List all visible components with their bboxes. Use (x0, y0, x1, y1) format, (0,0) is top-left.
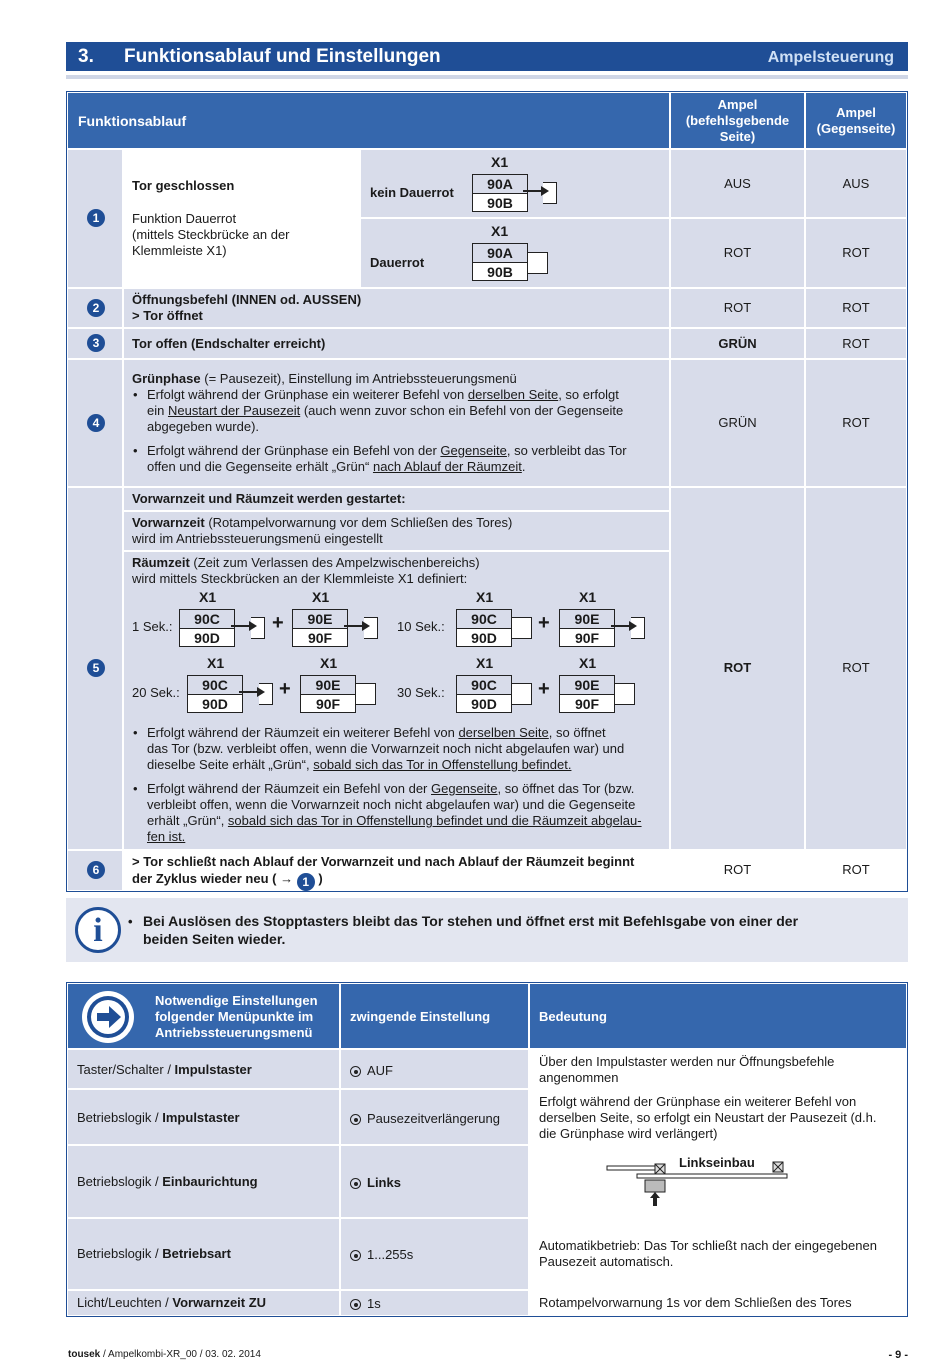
jumper-setting-label: 10 Sek.: (397, 619, 445, 634)
bullet-icon: • (133, 725, 138, 740)
ampel-state: ROT (842, 336, 870, 351)
footer-doc-info (68, 1349, 261, 1360)
bullet-line (147, 387, 619, 403)
jumper-bridge-icon (543, 182, 557, 204)
text: Betriebslogik / (77, 1174, 163, 1189)
sub-label: kein Dauerrot (370, 185, 454, 200)
ampel-state: ROT (842, 660, 870, 675)
bullet-line (147, 459, 525, 475)
bold-term: Vorwarnzeit (132, 515, 205, 530)
step-badge: 4 (87, 414, 105, 432)
text: , so erfolgt (558, 387, 619, 402)
info-box (66, 898, 908, 962)
info-text: Bei Auslösen des Stopptasters bleibt das Tor stehen und öffnet erst mit Befehlsgabe von einer der (143, 913, 799, 929)
row-1-badge-cell (68, 150, 122, 287)
row-6-line (132, 871, 323, 891)
plus-sign: + (279, 678, 291, 700)
bold-term: Impulstaster (174, 1062, 252, 1077)
row-1-desc-line: Funktion Dauerrot (132, 211, 237, 226)
header-divider (66, 75, 908, 79)
section-number: 3. (78, 46, 94, 67)
text: Betriebslogik / (77, 1110, 163, 1125)
brand-name: tousek (68, 1349, 101, 1360)
bullet-line (147, 757, 571, 773)
text: Erfolgt während der Räumzeit ein weiterer Befehl von (147, 725, 459, 740)
underlined: derselben Seite (467, 387, 559, 402)
bold-term: Einbaurichtung (162, 1174, 258, 1189)
text: ) (314, 871, 323, 886)
settings-header-menu (68, 984, 339, 1048)
row-1a-ampel-command (671, 150, 804, 217)
meaning-line: Automatikbetrieb: Das Tor schließt nach der eingegebenen (539, 1238, 877, 1253)
text: , so öffnet das Tor (bzw. (497, 781, 635, 796)
meaning-line: Erfolgt während der Grünphase ein weiterer Befehl von (539, 1094, 857, 1109)
bold-term: Betriebsart (162, 1246, 231, 1261)
settings-row-menu (68, 1291, 339, 1315)
terminal-block (472, 174, 528, 212)
row-5-clearance-time (124, 552, 669, 849)
jumper-setting-label: 20 Sek.: (132, 685, 180, 700)
bullet-icon: • (133, 781, 138, 796)
meaning-line: derselben Seite, so erfolgt ein Neustart der Pausezeit (d.h. (539, 1110, 877, 1125)
settings-row-menu (68, 1050, 339, 1088)
terminal-pin: 90C (188, 676, 242, 695)
terminal-pin: 90C (180, 610, 234, 629)
text: Licht/Leuchten / (77, 1295, 173, 1310)
terminal-pin: 90D (202, 696, 228, 712)
settings-row-menu (68, 1219, 339, 1289)
terminal-block (179, 609, 235, 647)
row-1-desc-line: Klemmleiste X1) (132, 243, 227, 258)
header-label: Bedeutung (539, 1009, 607, 1024)
header-line: (Gegenseite) (816, 121, 896, 136)
row-4-ampel-command (671, 360, 804, 486)
underlined: Neustart der Pausezeit (167, 403, 301, 418)
step-badge: 3 (87, 334, 105, 352)
jumper-bridge-icon (356, 683, 376, 705)
ampel-state: ROT (723, 862, 752, 877)
settings-row-value (341, 1050, 528, 1088)
settings-row-meaning (530, 1050, 906, 1088)
row-2-description (124, 289, 669, 327)
jumper-bridge-icon (528, 252, 548, 274)
underlined: nach Ablauf der Räumzeit (372, 459, 522, 474)
ampel-state: ROT (842, 415, 870, 430)
left-mounting-diagram (605, 1158, 795, 1208)
radio-selected-icon (350, 1299, 361, 1310)
bullet-line: abgegeben wurde). (147, 419, 260, 434)
clearance-line: wird mittels Steckbrücken an der Klemmleiste X1 definiert: (132, 571, 468, 586)
bullet-icon: • (133, 387, 138, 402)
title-rest: (= Pausezeit), Einstellung im Antriebssteuerungsmenü (200, 371, 517, 386)
text: 1...255s (367, 1247, 414, 1262)
radio-selected-icon (350, 1178, 361, 1189)
underlined: Gegenseite (431, 781, 498, 796)
row-4-title (132, 371, 517, 387)
text: (Zeit zum Verlassen des Ampelzwischenbereichs) (189, 555, 480, 570)
setting-value (350, 1111, 500, 1127)
meaning-line: Linkseinbau (679, 1155, 755, 1170)
radio-selected-icon (350, 1066, 361, 1077)
menu-path (77, 1174, 258, 1190)
settings-row-menu (68, 1090, 339, 1144)
step-badge: 1 (87, 209, 105, 227)
bullet-line: das Tor (bzw. verbleibt offen, wenn die Vorwarnzeit noch nicht abgelaufen war) und (147, 741, 625, 756)
plus-sign: + (538, 612, 550, 634)
terminal-label: X1 (476, 655, 494, 671)
row-5-ampel-command (671, 488, 804, 849)
bold-term: Impulstaster (162, 1110, 240, 1125)
header-line: (befehlsgebende (685, 113, 790, 128)
warning-time-line: wird im Antriebssteuerungsmenü eingestellt (132, 531, 383, 546)
ampel-state: AUS (724, 176, 751, 191)
sub-label: Dauerrot (370, 255, 425, 270)
terminal-pin: 90A (473, 175, 527, 194)
header-line: Seite) (719, 129, 756, 144)
row-6-ampel-opposite (806, 851, 906, 890)
radio-selected-icon (350, 1250, 361, 1261)
bullet-line (147, 725, 606, 741)
setting-value (350, 1247, 413, 1263)
text: dieselbe Seite erhält „Grün“, (147, 757, 314, 772)
settings-row-value (341, 1090, 528, 1144)
meaning-line: die Grünphase wird verlängert) (539, 1126, 718, 1141)
step-badge: 2 (87, 299, 105, 317)
row-2-line: Öffnungsbefehl (INNEN od. AUSSEN) (132, 292, 362, 307)
terminal-pin: 90E (560, 610, 614, 629)
header-line: Ampel (717, 97, 758, 112)
row-1-title: Tor geschlossen (132, 178, 235, 193)
text: erhält „Grün“, (147, 813, 228, 828)
terminal-label: X1 (312, 589, 330, 605)
terminal-pin: 90E (560, 676, 614, 695)
table-header-ampel-command (671, 93, 804, 148)
underlined: sobald sich das Tor in Offenstellung befindet und die Räumzeit abgelau- (227, 813, 642, 828)
terminal-block (559, 675, 615, 713)
row-2-line: > Tor öffnet (132, 308, 203, 323)
step-badge: 5 (87, 659, 105, 677)
terminal-label: X1 (579, 589, 597, 605)
section-topic: Ampelsteuerung (767, 49, 894, 66)
table-header-function (68, 93, 669, 148)
settings-row-menu (68, 1146, 339, 1217)
row-2-ampel-command (671, 289, 804, 327)
header-label: zwingende Einstellung (350, 1009, 491, 1024)
header-line: Antriebssteuerungsmenü (155, 1025, 313, 1040)
text: Links (367, 1175, 401, 1190)
terminal-pin: 90D (471, 696, 497, 712)
jumper-setting-label: 30 Sek.: (397, 685, 445, 700)
text: 1s (367, 1296, 381, 1311)
bold-term: Räumzeit (132, 555, 190, 570)
info-icon: i (75, 907, 121, 953)
meaning-line: Über den Impulstaster werden nur Öffnungsbefehle (539, 1054, 835, 1069)
text: , so verbleibt das Tor (506, 443, 627, 458)
info-text: beiden Seiten wieder. (143, 931, 286, 947)
row-5-warning-time (124, 512, 669, 550)
row-6-badge-cell (68, 851, 122, 890)
row-3-text: Tor offen (Endschalter erreicht) (132, 336, 326, 351)
bullet-line (147, 813, 642, 829)
row-4-badge-cell (68, 360, 122, 486)
row-3-badge-cell (68, 329, 122, 358)
text: der Zyklus wieder neu ( → (132, 871, 297, 886)
jumper-bridge-icon (259, 683, 273, 705)
header-line: Notwendige Einstellungen (155, 993, 318, 1008)
settings-row-value (341, 1291, 528, 1315)
row-2-ampel-opposite (806, 289, 906, 327)
row-1b-ampel-opposite (806, 219, 906, 287)
terminal-pin: 90F (574, 696, 600, 712)
settings-row-meaning (530, 1090, 906, 1144)
bullet-icon: • (128, 914, 133, 929)
text: ein (147, 403, 168, 418)
jumper-bridge-icon (615, 683, 635, 705)
row-6-description (124, 851, 669, 890)
row-3-ampel-command (671, 329, 804, 358)
row-6-ampel-command (671, 851, 804, 890)
row-5-head (124, 488, 669, 510)
page-number: - 9 - (888, 1349, 908, 1361)
meaning-line: angenommen (539, 1070, 619, 1085)
text: Taster/Schalter / (77, 1062, 175, 1077)
settings-row-value (341, 1219, 528, 1289)
bullet-line (147, 443, 627, 459)
ampel-state: AUS (842, 176, 870, 191)
terminal-block (472, 243, 528, 281)
header-label: Funktionsablauf (78, 113, 187, 129)
terminal-pin: 90E (301, 676, 355, 695)
terminal-pin: 90A (473, 244, 527, 263)
settings-header-required (341, 984, 528, 1048)
header-line: folgender Menüpunkte im (155, 1009, 314, 1024)
terminal-pin: 90D (471, 630, 497, 646)
terminal-block (292, 609, 348, 647)
text: Erfolgt während der Grünphase ein Befehl von der (147, 443, 441, 458)
bold-term: Grünphase (132, 371, 201, 386)
row-1b-ampel-command (671, 219, 804, 287)
terminal-label: X1 (579, 655, 597, 671)
menu-path (77, 1110, 240, 1126)
bullet-line: fen ist. (147, 829, 186, 844)
text: Erfolgt während der Grünphase ein weiterer Befehl von (147, 387, 468, 402)
row-2-badge-cell (68, 289, 122, 327)
menu-path (77, 1295, 266, 1311)
text: Pausezeitverlängerung (367, 1111, 500, 1126)
bullet-icon: • (133, 443, 138, 458)
text: AUF (367, 1063, 393, 1078)
row-5-ampel-opposite (806, 488, 906, 849)
text: . (521, 459, 526, 474)
table-header-ampel-opposite (806, 93, 906, 148)
jumper-bridge-icon (512, 617, 532, 639)
settings-row-meaning (530, 1291, 906, 1315)
row-6-line: > Tor schließt nach Ablauf der Vorwarnzeit und nach Ablauf der Räumzeit beginnt (132, 854, 635, 869)
terminal-block (456, 675, 512, 713)
ampel-state: GRÜN (718, 336, 757, 351)
jumper-bridge-icon (512, 683, 532, 705)
warning-time-line (132, 515, 512, 531)
terminal-block (300, 675, 356, 713)
terminal-pin: 90C (457, 610, 511, 629)
section-title: Funktionsablauf und Einstellungen (124, 46, 441, 67)
text: , so öffnet (548, 725, 606, 740)
row-1-desc-line: (mittels Steckbrücke an der (132, 227, 290, 242)
setting-value (350, 1175, 401, 1191)
text: Erfolgt während der Räumzeit ein Befehl von der (147, 781, 431, 796)
terminal-label: X1 (207, 655, 225, 671)
text: (Rotampelvorwarnung vor dem Schließen des Tores) (204, 515, 513, 530)
terminal-pin: 90F (574, 630, 600, 646)
step-badge: 6 (87, 861, 105, 879)
text: offen und die Gegenseite erhält „Grün“ (147, 459, 373, 474)
terminal-pin: 90C (457, 676, 511, 695)
text: Betriebslogik / (77, 1246, 163, 1261)
terminal-block (559, 609, 615, 647)
row-5-head-text: Vorwarnzeit und Räumzeit werden gestartet: (132, 491, 406, 506)
terminal-pin: 90B (487, 195, 513, 211)
row-5-badge-cell (68, 488, 122, 849)
meaning-line: Pausezeit automatisch. (539, 1254, 674, 1269)
setting-value (350, 1296, 381, 1312)
jumper-bridge-icon (251, 617, 265, 639)
terminal-label: X1 (320, 655, 338, 671)
header-line: Ampel (836, 105, 876, 120)
bullet-line (147, 781, 634, 797)
ampel-state: ROT (842, 245, 870, 260)
text: (auch wenn zuvor schon ein Befehl von der Gegenseite (300, 403, 624, 418)
row-3-ampel-opposite (806, 329, 906, 358)
doc-reference: / Ampelkombi-XR_00 / 03. 02. 2014 (100, 1349, 261, 1360)
clearance-line (132, 555, 480, 571)
ampel-state: ROT (723, 300, 752, 315)
ampel-state: ROT (723, 245, 752, 260)
bullet-line (147, 403, 623, 419)
terminal-pin: 90D (194, 630, 220, 646)
section-header (66, 42, 908, 71)
row-1-sub-permanent-red (361, 219, 669, 287)
settings-row-value (341, 1146, 528, 1217)
row-4-ampel-opposite (806, 360, 906, 486)
jumper-bridge-icon (364, 617, 378, 639)
jumper-bridge-icon (631, 617, 645, 639)
row-4-description (124, 360, 669, 486)
settings-row-meaning (530, 1146, 906, 1217)
plus-sign: + (272, 612, 284, 634)
underlined: Gegenseite (440, 443, 507, 458)
meaning-line: Rotampelvorwarnung 1s vor dem Schließen des Tores (539, 1295, 852, 1310)
bullet-line: verbleibt offen, wenn die Vorwarnzeit noch nicht abgelaufen war) und die Gegenseite (147, 797, 636, 812)
menu-path (77, 1062, 252, 1078)
underlined: derselben Seite (458, 725, 549, 740)
underlined: sobald sich das Tor in Offenstellung befindet. (313, 757, 572, 772)
menu-path (77, 1246, 231, 1262)
row-3-description (124, 329, 669, 358)
ampel-state: ROT (723, 660, 752, 675)
row-1a-ampel-opposite (806, 150, 906, 217)
terminal-pin: 90F (307, 630, 333, 646)
settings-row-meaning (530, 1219, 906, 1289)
terminal-pin: 90F (315, 696, 341, 712)
row-1-sub-no-permanent-red (361, 150, 669, 217)
ampel-state: ROT (842, 862, 870, 877)
terminal-label: X1 (491, 223, 509, 239)
arrow-right-icon (82, 991, 134, 1043)
step-reference-badge: 1 (297, 873, 315, 891)
terminal-label: X1 (199, 589, 217, 605)
settings-header-meaning (530, 984, 906, 1048)
terminal-block (187, 675, 243, 713)
ampel-state: ROT (842, 300, 870, 315)
row-1-description (124, 150, 359, 287)
plus-sign: + (538, 678, 550, 700)
terminal-pin: 90E (293, 610, 347, 629)
radio-selected-icon (350, 1114, 361, 1125)
jumper-setting-label: 1 Sek.: (132, 619, 173, 634)
ampel-state: GRÜN (718, 415, 757, 430)
terminal-label: X1 (476, 589, 494, 605)
bold-term: Vorwarnzeit ZU (172, 1295, 267, 1310)
terminal-label: X1 (491, 154, 509, 170)
setting-value (350, 1063, 393, 1079)
terminal-block (456, 609, 512, 647)
terminal-pin: 90B (487, 264, 513, 280)
